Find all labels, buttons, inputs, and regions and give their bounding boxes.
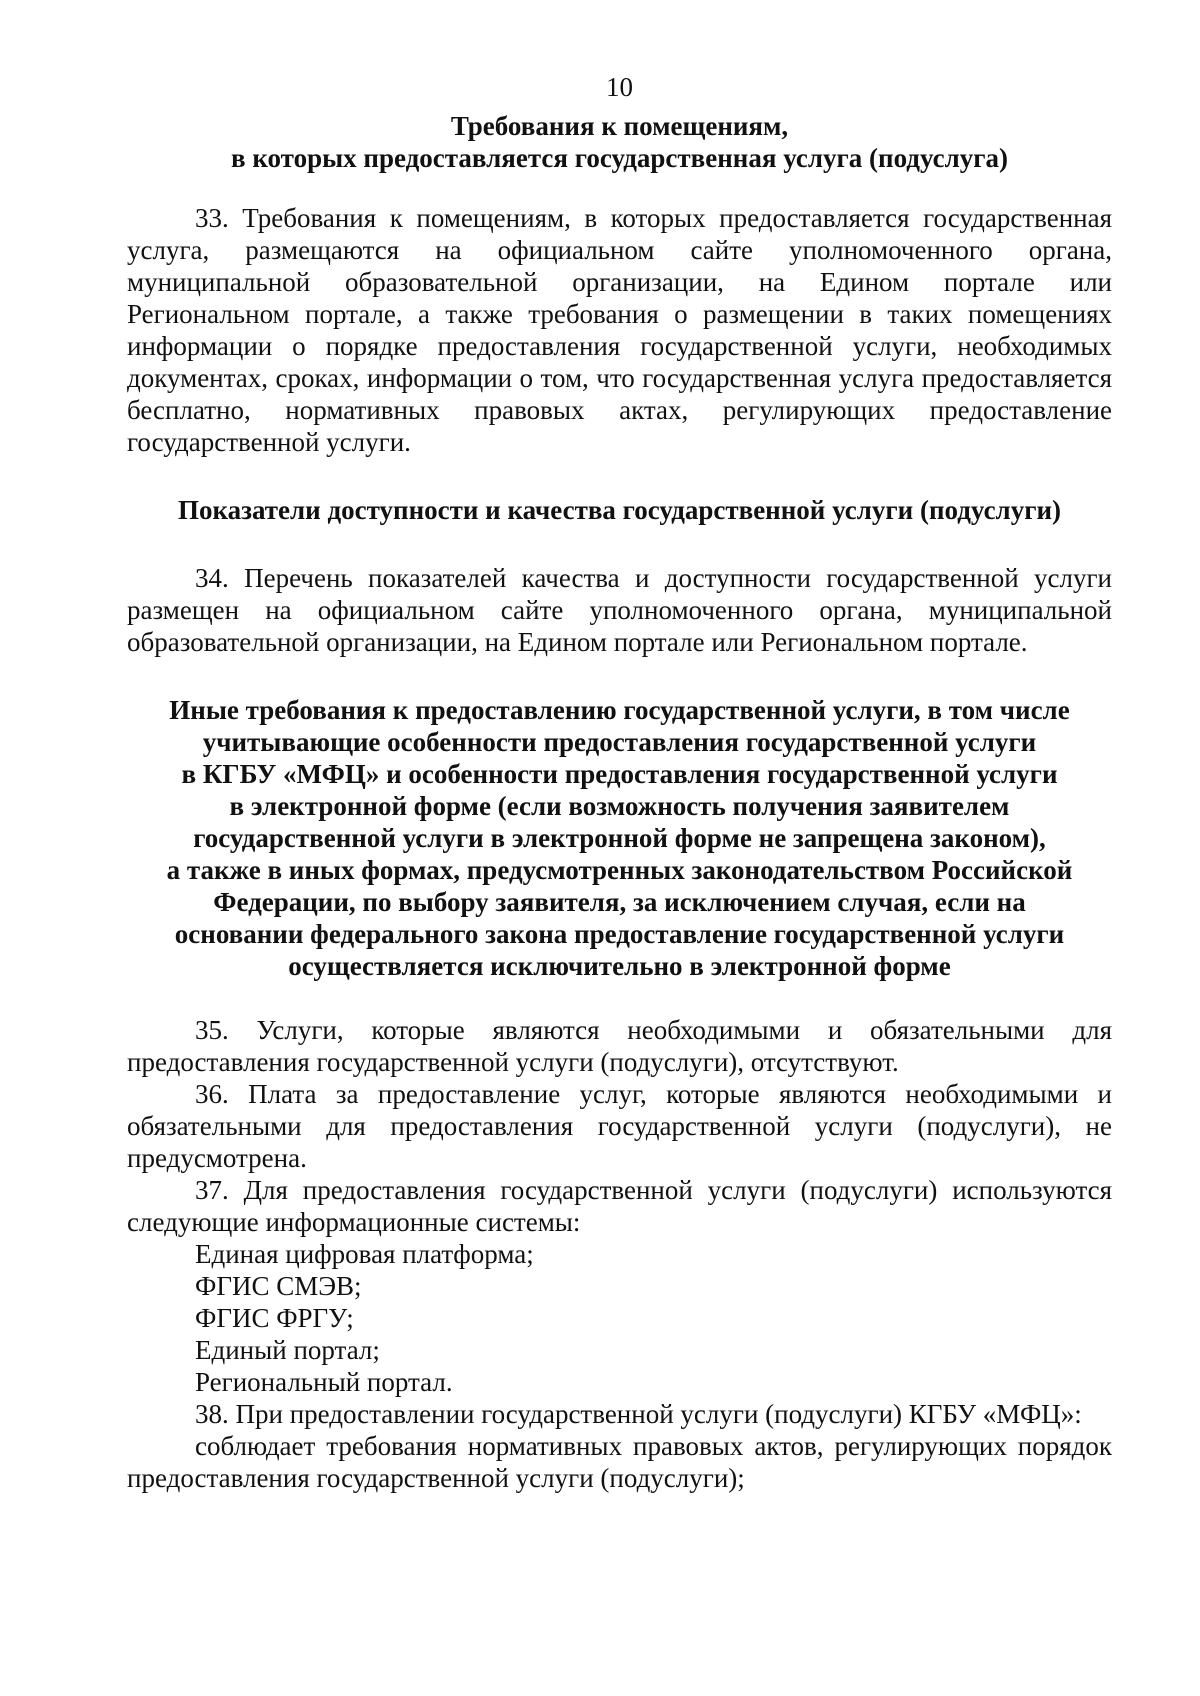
- heading-line: Иные требования к предоставлению государственной услуги, в том числе: [169, 695, 1070, 725]
- heading-line: в электронной форме (если возможность получения заявителем: [229, 791, 1010, 821]
- section-heading-quality: Показатели доступности и качества государственной услуги (подуслуги): [177, 495, 1062, 525]
- list-item: ФГИС СМЭВ;: [195, 1271, 362, 1301]
- paragraph-38-item: соблюдает требования нормативных правовых актов, регулирующих порядок предоставления государственной услуги (подуслуги);: [127, 1431, 1112, 1493]
- paragraph-35: 35. Услуги, которые являются необходимыми и обязательными для предоставления государственной услуги (подуслуги), отсутствуют.: [127, 1015, 1112, 1077]
- list-item: ФГИС ФРГУ;: [195, 1303, 354, 1333]
- paragraph-38: 38. При предоставлении государственной услуги (подуслуги) КГБУ «МФЦ»:: [195, 1399, 1082, 1429]
- list-item: Региональный портал.: [195, 1367, 453, 1397]
- section-heading-other-requirements: [127, 694, 1112, 982]
- heading-line: в которых предоставляется государственная услуга (подуслуга): [230, 143, 1009, 173]
- section-heading-premises: [127, 110, 1112, 174]
- paragraph-37: 37. Для предоставления государственной услуги (подуслуги) используются следующие информационные системы:: [127, 1175, 1112, 1237]
- heading-line: государственной услуги в электронной форме не запрещена законом),: [193, 823, 1046, 853]
- heading-line: основании федерального закона предоставление государственной услуги: [174, 919, 1065, 949]
- list-item: Единая цифровая платформа;: [195, 1239, 534, 1269]
- paragraph-34: 34. Перечень показателей качества и доступности государственной услуги размещен на официальном сайте уполномоченного органа, муниципальной образовательной организации, на Едином портале или Региональном портале.: [127, 563, 1112, 657]
- information-systems-list: [127, 1238, 1112, 1398]
- heading-line: Требования к помещениям,: [450, 111, 789, 141]
- paragraph-36: 36. Плата за предоставление услуг, которые являются необходимыми и обязательными для предоставления государственной услуги (подуслуги), не предусмотрена.: [127, 1079, 1112, 1173]
- heading-line: учитывающие особенности предоставления государственной услуги: [202, 727, 1037, 757]
- heading-line: в КГБУ «МФЦ» и особенности предоставления государственной услуги: [181, 759, 1058, 789]
- heading-line: осуществляется исключительно в электронной форме: [288, 951, 951, 981]
- paragraph-33: 33. Требования к помещениям, в которых предоставляется государственная услуга, размещаются на официальном сайте уполномоченного органа, муниципальной образовательной организации, на Едином портале или Региональном портале, а также требования о размещении в таких помещениях информации о порядке предоставления государственной услуги, необходимых документах, сроках, информации о том, что государственная услуга предоставляется бесплатно, нормативных правовых актах, регулирующих предоставление государственной услуги.: [127, 203, 1112, 457]
- list-item: Единый портал;: [195, 1335, 380, 1365]
- heading-line: а также в иных формах, предусмотренных законодательством Российской: [166, 855, 1073, 885]
- document-content: [127, 70, 1112, 1494]
- heading-line: Федерации, по выбору заявителя, за исключением случая, если на: [213, 887, 1026, 917]
- page-number: 10: [606, 72, 633, 102]
